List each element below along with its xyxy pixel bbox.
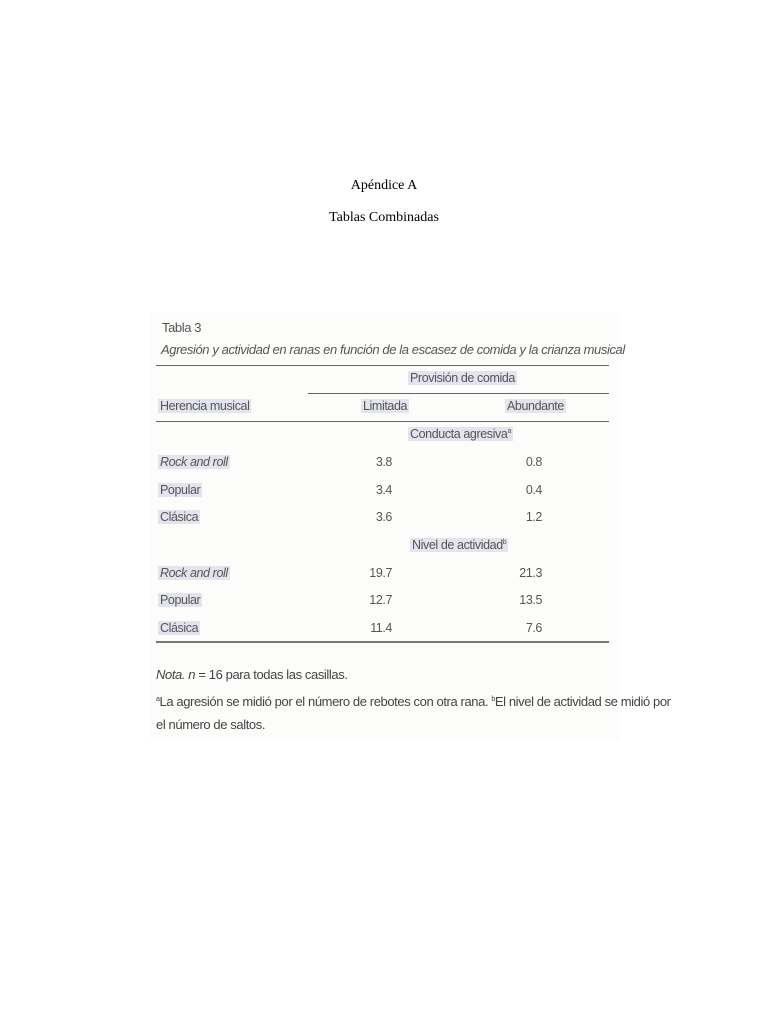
table-caption: Agresión y actividad en ranas en función de la escasez de comida y la crianza musical: [161, 342, 625, 357]
col-header-abundant: Abundante: [507, 399, 564, 413]
spanner-header: Provisión de comida: [410, 371, 515, 385]
bottom-rule: [156, 641, 609, 643]
table-label: Tabla 3: [162, 320, 202, 335]
cell-limited: 12.7: [369, 593, 392, 607]
scanned-table-image: [150, 312, 671, 740]
header-rule: [156, 421, 609, 422]
row-label: Popular: [160, 483, 201, 497]
cell-abundant: 0.4: [525, 483, 542, 497]
appendix-title: Apéndice A: [350, 178, 418, 193]
col-header-limited: Limitada: [363, 399, 408, 413]
table-note-line-1: Nota. n = 16 para todas las casillas.: [156, 667, 348, 682]
spanner-rule: [308, 393, 609, 394]
section-title-aggression: Conducta agresiva$^a$: [410, 427, 511, 441]
stub-header: Herencia musical: [160, 399, 250, 413]
top-rule: [156, 365, 609, 366]
table-note-line-2: $^a$La agresión se midió por el número de rebotes con otra rana. $^b$El nivel de actividad se midió por: [156, 694, 671, 709]
cell-limited: 3.8: [375, 455, 392, 469]
row-label: Rock and roll: [160, 455, 228, 469]
row-label: Popular: [160, 593, 201, 607]
row-label: Rock and roll: [160, 566, 228, 580]
cell-limited: 19.7: [369, 566, 392, 580]
row-label: Clásica: [160, 510, 199, 524]
cell-limited: 11.4: [370, 621, 392, 635]
cell-limited: 3.6: [375, 510, 392, 524]
table-note-line-3: el número de saltos.: [156, 717, 266, 732]
row-label: Clásica: [160, 621, 199, 635]
appendix-subtitle: Tablas Combinadas: [329, 210, 439, 225]
cell-abundant: 21.3: [519, 566, 542, 580]
cell-abundant: 0.8: [525, 455, 542, 469]
cell-abundant: 1.2: [525, 510, 542, 524]
cell-abundant: 7.6: [525, 621, 542, 635]
section-title-activity: Nivel de actividad$^b$: [412, 538, 507, 552]
cell-abundant: 13.5: [519, 593, 542, 607]
cell-limited: 3.4: [375, 483, 392, 497]
